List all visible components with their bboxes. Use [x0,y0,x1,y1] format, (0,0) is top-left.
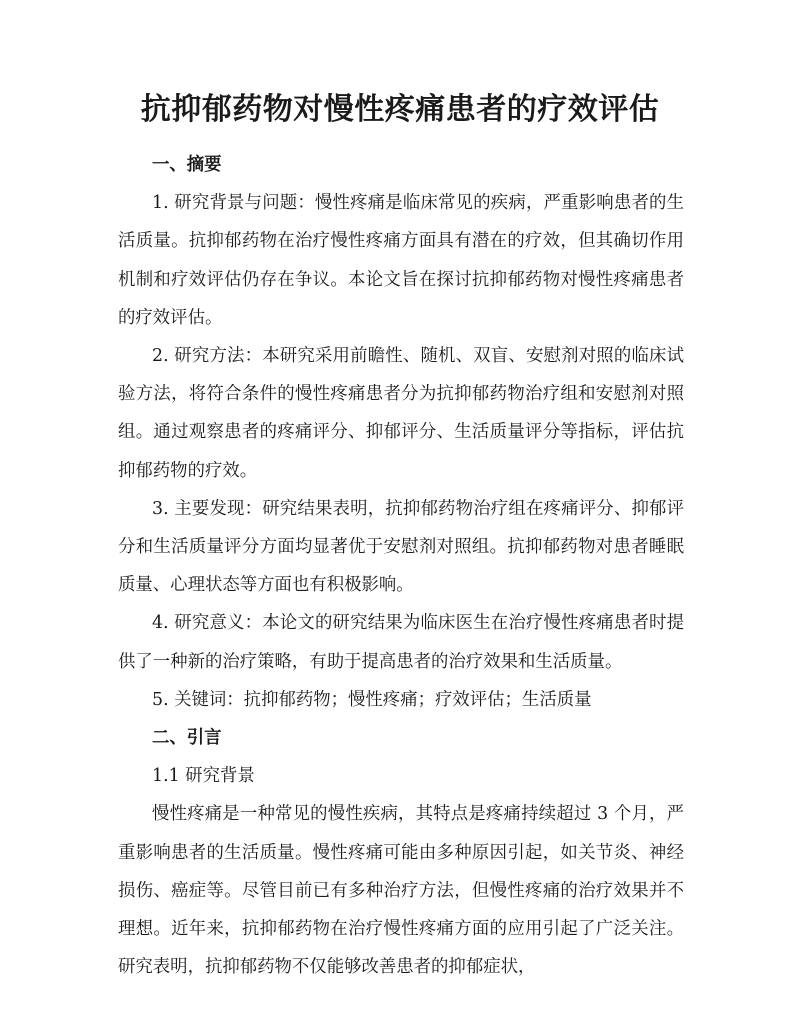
abstract-paragraph-background: 1. 研究背景与问题：慢性疼痛是临床常见的疾病，严重影响患者的生活质量。抗抑郁药物在治疗慢性疼痛方面具有潜在的疗效，但其确切作用机制和疗效评估仍存在争议。本论文旨在探讨抗抑郁药物对慢性疼痛患者的疗效评估。 [118,193,684,328]
section-heading-introduction: 二、引言 [152,728,222,749]
introduction-paragraph: 慢性疼痛是一种常见的慢性疾病，其特点是疼痛持续超过 3 个月，严重影响患者的生活质量。慢性疼痛可能由多种原因引起，如关节炎、神经损伤、癌症等。尽管目前已有多种治疗方法，但慢性疼痛的治疗效果并不理想。近年来，抗抑郁药物在治疗慢性疼痛方面的应用引起了广泛关注。研究表明，抗抑郁药物不仅能够改善患者的抑郁症状， [118,804,684,978]
document-title: 抗抑郁药物对慢性疼痛患者的疗效评估 [140,92,660,127]
subsection-heading-background: 1.1 研究背景 [152,766,255,787]
abstract-paragraph-significance: 4. 研究意义：本论文的研究结果为临床医生在治疗慢性疼痛患者时提供了一种新的治疗策略，有助于提高患者的治疗效果和生活质量。 [118,613,684,672]
abstract-paragraph-keywords: 5. 关键词：抗抑郁药物；慢性疼痛；疗效评估；生活质量 [152,689,592,710]
abstract-paragraph-methods: 2. 研究方法：本研究采用前瞻性、随机、双盲、安慰剂对照的临床试验方法，将符合条件的慢性疼痛患者分为抗抑郁药物治疗组和安慰剂对照组。通过观察患者的疼痛评分、抑郁评分、生活质量评分等指标，评估抗抑郁药物的疗效。 [118,346,684,481]
section-heading-abstract: 一、摘要 [152,155,222,175]
abstract-paragraph-findings: 3. 主要发现：研究结果表明，抗抑郁药物治疗组在疼痛评分、抑郁评分和生活质量评分方面均显著优于安慰剂对照组。抗抑郁药物对患者睡眠质量、心理状态等方面也有积极影响。 [118,498,684,596]
document-body [118,146,684,986]
